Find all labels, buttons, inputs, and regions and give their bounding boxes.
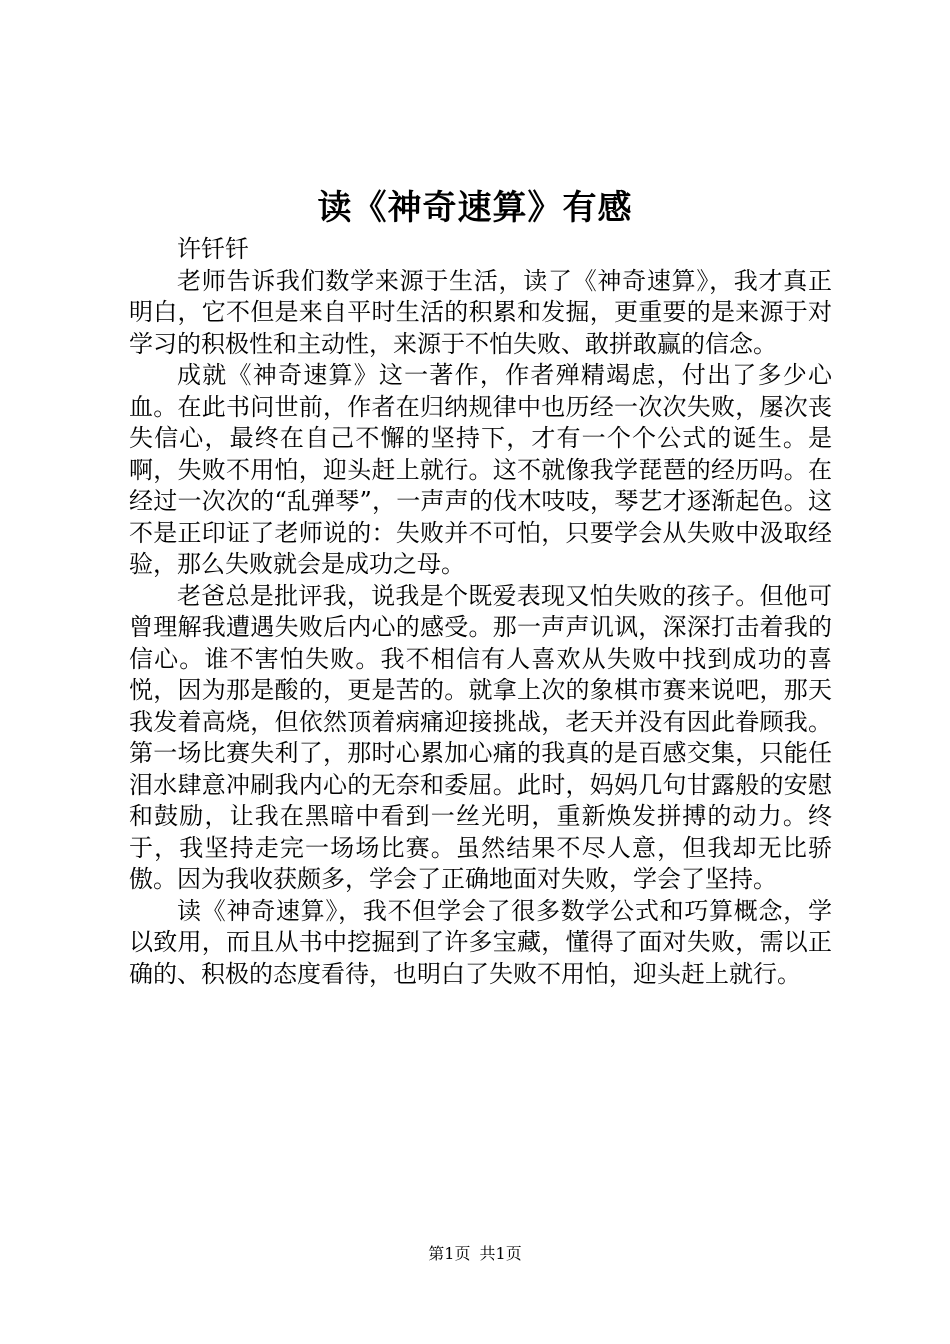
paragraph-3: 老爸总是批评我，说我是个既爱表现又怕失败的孩子。但他可曾理解我遭遇失败后内心的感受。那一声声讥讽，深深打击着我的信心。谁不害怕失败。我不相信有人喜欢从失败中找到成功的喜悦，因为那是酸的，更是苦的。就拿上次的象棋市赛来说吧，那天我发着高烧，但依然顶着病痛迎接挑战，老天并没有因此眷顾我。第一场比赛失利了，那时心累加心痛的我真的是百感交集，只能任泪水肆意冲刷我内心的无奈和委屈。此时，妈妈几句甘露般的安慰和鼓励，让我在黑暗中看到一丝光明，重新焕发拼搏的动力。终于，我坚持走完一场场比赛。虽然结果不尽人意，但我却无比骄傲。因为我收获颇多，学会了正确地面对失败，学会了坚持。 xyxy=(129,581,832,893)
paragraph-4: 读《神奇速算》，我不但学会了很多数学公式和巧算概念，学以致用，而且从书中挖掘到了许多宝藏，懂得了面对失败，需以正确的、积极的态度看待，也明白了失败不用怕，迎头赶上就行。 xyxy=(129,896,832,988)
paragraph-2: 成就《神奇速算》这一著作，作者殚精竭虑，付出了多少心血。在此书问世前，作者在归纳规律中也历经一次次失败，屡次丧失信心，最终在自己不懈的坚持下，才有一个个公式的诞生。是啊，失败不用怕，迎头赶上就行。这不就像我学琵琶的经历吗。在经过一次次的“乱弹琴”，一声声的伐木吱吱，琴艺才逐渐起色。这不是正印证了老师说的：失败并不可怕，只要学会从失败中汲取经验，那么失败就会是成功之母。 xyxy=(129,361,832,578)
document-body xyxy=(129,234,832,990)
paragraph-1: 老师告诉我们数学来源于生活，读了《神奇速算》，我才真正明白，它不但是来自平时生活的积累和发掘，更重要的是来源于对学习的积极性和主动性，来源于不怕失败、敢拼敢赢的信念。 xyxy=(129,266,832,358)
author-name: 许钎钎 xyxy=(177,235,249,263)
document-title: 读《神奇速算》有感 xyxy=(317,188,633,228)
page-footer xyxy=(0,1244,950,1264)
page-total: 共1页 xyxy=(479,1244,522,1263)
page-number: 第1页 xyxy=(428,1244,471,1263)
